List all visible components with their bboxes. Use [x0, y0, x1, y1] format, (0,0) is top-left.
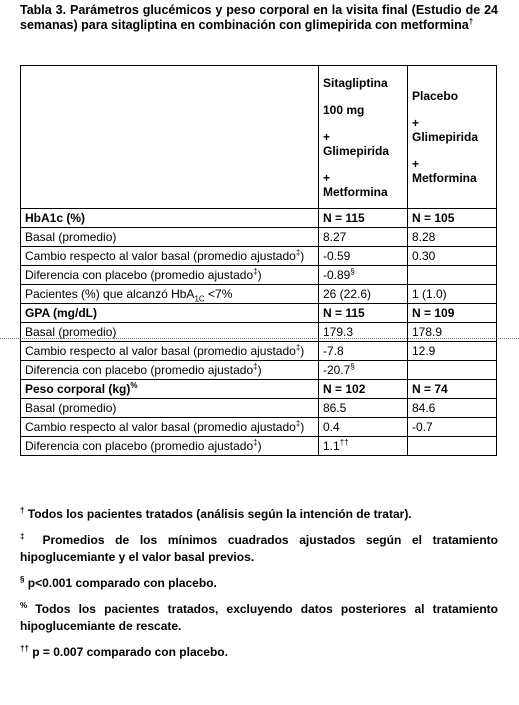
section-title-text: Peso corporal (kg)	[25, 382, 131, 396]
header-line: +	[323, 170, 331, 185]
table-header-row	[21, 66, 497, 209]
footnote-mark: ††	[20, 644, 29, 653]
subscript: 1C	[194, 294, 205, 304]
value-placebo: 178.9	[408, 323, 497, 342]
value-text: 1.1	[323, 439, 340, 453]
value-text: 179.3	[323, 325, 354, 339]
value-placebo	[408, 266, 497, 285]
value-sitagliptin	[319, 247, 408, 266]
header-line: Sitagliptina	[323, 75, 388, 90]
header-line: +	[412, 157, 420, 171]
value-text: 86.5	[323, 401, 347, 415]
footnote-mark: ‡	[253, 362, 258, 371]
section-title	[21, 304, 319, 323]
footnote-mark: §	[350, 362, 355, 371]
row-label-end: )	[300, 344, 305, 358]
footnote-text: p<0.001 comparado con placebo.	[24, 576, 217, 590]
footnote	[20, 532, 498, 566]
row-label-text: Basal (promedio)	[25, 230, 117, 244]
section-title	[21, 380, 319, 399]
footnote	[20, 575, 498, 592]
results-table	[20, 65, 497, 456]
row-label	[21, 399, 319, 418]
section-title-text: HbA1c (%)	[25, 211, 86, 225]
row-label	[21, 418, 319, 437]
header-line: 100 mg	[323, 102, 365, 117]
footnote-mark: %	[20, 601, 28, 610]
table-row	[21, 399, 497, 418]
table-row	[21, 361, 497, 380]
header-line: Metformina	[323, 184, 388, 199]
footnotes	[20, 506, 498, 661]
header-line: +	[323, 129, 331, 144]
value-text: 26 (22.6)	[323, 287, 372, 301]
row-label	[21, 266, 319, 285]
footnote-text: p = 0.007 comparado con placebo.	[28, 645, 228, 659]
row-label-end: )	[300, 249, 305, 263]
row-label-text: Diferencia con placebo (promedio ajustado	[25, 268, 254, 282]
row-label-end: )	[257, 363, 262, 377]
row-label	[21, 228, 319, 247]
caption-footnote-mark: †	[468, 16, 474, 26]
header-sitagliptin	[319, 66, 408, 209]
table-row	[21, 323, 497, 342]
n-sitagliptin: N = 102	[319, 380, 408, 399]
header-line: +	[412, 116, 420, 130]
value-text: 8.27	[323, 230, 347, 244]
row-label-text: Diferencia con placebo (promedio ajustado	[25, 439, 254, 453]
row-label-end: )	[300, 420, 305, 434]
caption-text: Tabla 3. Parámetros glucémicos y peso corporal en la visita final (Estudio de 24 semanas) para sitagliptina en combinación con glimepirida con metformina	[20, 3, 498, 32]
table-row	[21, 228, 497, 247]
table-row	[21, 418, 497, 437]
header-line: Glimepirida	[323, 143, 390, 158]
row-label	[21, 342, 319, 361]
value-sitagliptin	[319, 285, 408, 304]
value-sitagliptin	[319, 342, 408, 361]
row-label	[21, 285, 319, 304]
section-header-row	[21, 380, 497, 399]
footnote-mark: %	[130, 381, 138, 390]
n-sitagliptin: N = 115	[319, 209, 408, 228]
header-line: Placebo	[412, 89, 459, 103]
row-label-end: <7%	[204, 287, 233, 301]
footnote	[20, 506, 498, 523]
value-sitagliptin	[319, 323, 408, 342]
value-sitagliptin	[319, 361, 408, 380]
row-label-end: )	[257, 439, 262, 453]
header-placebo	[408, 66, 497, 209]
footnote	[20, 644, 498, 661]
value-sitagliptin	[319, 437, 408, 456]
row-label	[21, 247, 319, 266]
footnote-mark: §	[20, 575, 25, 584]
footnote-mark: §	[350, 267, 355, 276]
value-sitagliptin	[319, 418, 408, 437]
value-placebo: -0.7	[408, 418, 497, 437]
section-title-text: GPA (mg/dL)	[25, 306, 97, 320]
footnote-mark: ‡	[295, 248, 301, 257]
header-line: Glimepirida	[412, 130, 479, 144]
n-placebo: N = 105	[408, 209, 497, 228]
row-label	[21, 323, 319, 342]
row-label-text: Basal (promedio)	[25, 325, 117, 339]
header-empty-cell	[21, 66, 319, 209]
value-sitagliptin	[319, 266, 408, 285]
table-row	[21, 342, 497, 361]
value-text: -0.89	[323, 268, 351, 282]
value-placebo: 0.30	[408, 247, 497, 266]
row-label-text: Cambio respecto al valor basal (promedio ajustado	[25, 249, 296, 263]
section-header-row	[21, 209, 497, 228]
row-label-text: Pacientes (%) que alcanzó HbA	[25, 287, 195, 301]
row-label	[21, 437, 319, 456]
row-label-text: Cambio respecto al valor basal (promedio ajustado	[25, 420, 296, 434]
value-sitagliptin	[319, 228, 408, 247]
value-text: 0.4	[323, 420, 340, 434]
footnote-mark: ††	[339, 438, 349, 447]
value-placebo	[408, 437, 497, 456]
section-title	[21, 209, 319, 228]
table-caption	[20, 3, 498, 33]
value-placebo: 1 (1.0)	[408, 285, 497, 304]
n-placebo: N = 109	[408, 304, 497, 323]
row-label-text: Cambio respecto al valor basal (promedio ajustado	[25, 344, 296, 358]
table-row	[21, 285, 497, 304]
value-placebo: 8.28	[408, 228, 497, 247]
row-label-end: )	[257, 268, 262, 282]
footnote-text: Todos los pacientes tratados (análisis según la intención de tratar).	[24, 507, 412, 521]
row-label-text: Basal (promedio)	[25, 401, 117, 415]
value-text: -7.8	[323, 344, 344, 358]
value-placebo	[408, 361, 497, 380]
row-label	[21, 361, 319, 380]
table-row	[21, 266, 497, 285]
footnote-mark: ‡	[295, 343, 301, 352]
header-line: Metformina	[412, 171, 477, 185]
value-text: -20.7	[323, 363, 351, 377]
footnote-text: Promedios de los mínimos cuadrados ajustados según el tratamiento hipoglucemiante y el valor basal previos.	[20, 533, 498, 564]
row-label-text: Diferencia con placebo (promedio ajustado	[25, 363, 254, 377]
value-placebo: 12.9	[408, 342, 497, 361]
footnote-mark: †	[20, 506, 25, 515]
value-sitagliptin	[319, 399, 408, 418]
n-sitagliptin: N = 115	[319, 304, 408, 323]
footnote-mark: ‡	[20, 532, 32, 541]
footnote-mark: ‡	[295, 419, 301, 428]
section-header-row	[21, 304, 497, 323]
table-row	[21, 247, 497, 266]
footnote-mark: ‡	[253, 438, 258, 447]
footnote-text: Todos los pacientes tratados, excluyendo datos posteriores al tratamiento hipoglucemiante de rescate.	[20, 602, 498, 633]
table-row	[21, 437, 497, 456]
n-placebo: N = 74	[408, 380, 497, 399]
footnote	[20, 601, 498, 635]
value-text: -0.59	[323, 249, 351, 263]
value-placebo: 84.6	[408, 399, 497, 418]
footnote-mark: ‡	[253, 267, 258, 276]
